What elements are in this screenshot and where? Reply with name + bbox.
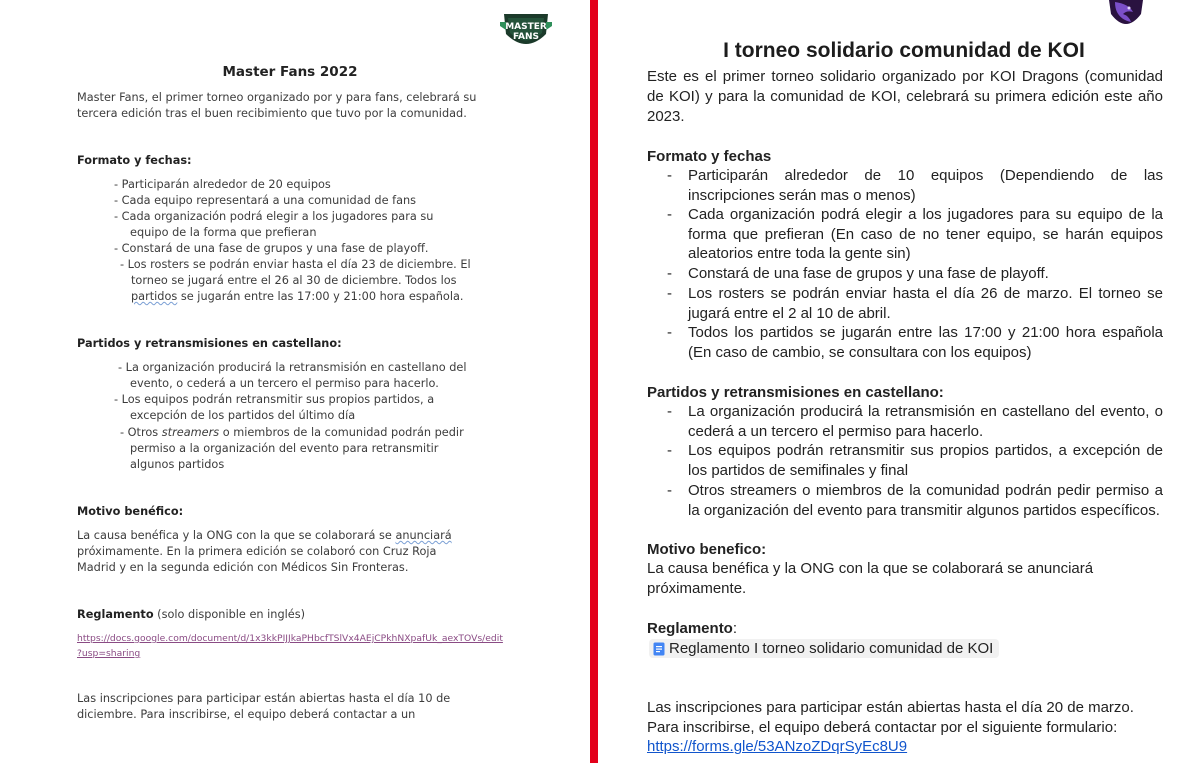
left-title: Master Fans 2022 xyxy=(222,64,358,80)
registration-form-link[interactable]: https://forms.gle/53ANzoZDqrSyEc8U9 xyxy=(647,738,908,755)
left-motivo-line: próximamente. En la primera edición se colaboró con Cruz Roja xyxy=(77,545,437,558)
reglamento-chip-label: Reglamento I torneo solidario comunidad de KOI xyxy=(669,640,994,657)
right-formato-item: Todos los partidos se jugarán entre las 17:00 y 21:00 hora española (En caso de cambio, se consultara con los equipos) xyxy=(688,324,1163,361)
left-motivo-line: La causa benéfica y la ONG con la que se colaborará se anunciará xyxy=(77,529,452,542)
left-partidos-item-cont: evento, o cederá a un tercero el permiso para hacerlo. xyxy=(130,377,439,390)
left-partidos-item: - La organización producirá la retransmisión en castellano del xyxy=(118,361,467,374)
right-inscripciones-line: Para inscribirse, el equipo deberá contactar por el siguiente formulario: xyxy=(647,719,1118,736)
right-inscripciones-line: Las inscripciones para participar están abiertas hasta el día 20 de marzo. xyxy=(647,699,1134,716)
right-intro: Este es el primer torneo solidario organizado por KOI Dragons (comunidad de KOI) y para la comunidad de KOI, celebrará su primera edición este año 2023. xyxy=(647,68,1163,125)
reglamento-url-link-cont[interactable]: ?usp=sharing xyxy=(77,648,141,659)
bullet-dash: - xyxy=(667,403,672,420)
left-motivo-heading: Motivo benéfico: xyxy=(77,505,184,518)
left-intro-line: Master Fans, el primer torneo organizado por y para fans, celebrará su xyxy=(77,91,477,104)
svg-text:MASTER: MASTER xyxy=(505,22,547,32)
spellcheck-word: partidos xyxy=(131,290,178,303)
right-partidos-item: Los equipos podrán retransmitir sus propios partidos, a excepción de los partidos de semifinales y final xyxy=(688,442,1163,479)
left-partidos-item-cont: permiso a la organización del evento para retransmitir xyxy=(130,442,439,455)
right-motivo-heading: Motivo benefico: xyxy=(647,541,767,558)
left-partidos-item: - Los equipos podrán retransmitir sus propios partidos, a xyxy=(114,393,435,406)
right-reglamento-heading: Reglamento: xyxy=(647,620,738,637)
left-formato-heading: Formato y fechas: xyxy=(77,154,192,167)
left-partidos-item-cont: excepción de los partidos del último día xyxy=(130,409,356,422)
bullet-dash: - xyxy=(667,442,672,459)
left-formato-item: - Constará de una fase de grupos y una fase de playoff. xyxy=(114,242,429,255)
left-formato-item: - Cada equipo representará a una comunidad de fans xyxy=(114,194,417,207)
left-formato-item: - Cada organización podrá elegir a los jugadores para su xyxy=(114,210,434,223)
google-docs-icon xyxy=(653,642,665,656)
right-partidos-item: Otros streamers o miembros de la comunidad podrán pedir permiso a la organización del evento para transmitir algunos partidos específicos. xyxy=(688,482,1163,519)
bullet-dash: - xyxy=(667,206,672,223)
left-inscripciones-line: Las inscripciones para participar están abiertas hasta el día 10 de xyxy=(77,692,451,705)
bullet-dash: - xyxy=(667,482,672,499)
left-intro-line: tercera edición tras el buen recibimiento que tuvo por la comunidad. xyxy=(77,107,467,120)
reglamento-url-link[interactable]: https://docs.google.com/document/d/1x3kkPIJJkaPHbcfTSlVx4AEjCPkhNXpafUk_aexTOVs/edit xyxy=(77,633,503,644)
master-fans-logo xyxy=(496,8,556,54)
svg-text:FANS: FANS xyxy=(512,32,540,42)
bullet-dash: - xyxy=(667,265,672,282)
left-document xyxy=(0,0,590,763)
right-formato-item: Los rosters se podrán enviar hasta el día 26 de marzo. El torneo se jugará entre el 2 al 10 de abril. xyxy=(688,285,1163,322)
red-divider xyxy=(590,0,598,763)
left-formato-item: - Participarán alrededor de 20 equipos xyxy=(114,178,331,191)
bullet-dash: - xyxy=(667,324,672,341)
left-reglamento-heading: Reglamento (solo disponible en inglés) xyxy=(77,608,306,621)
left-formato-item-cont: partidos se jugarán entre las 17:00 y 21:00 hora española. xyxy=(131,290,464,303)
right-motivo-text: La causa benéfica y la ONG con la que se colaborará se anunciará próximamente. xyxy=(647,560,1094,597)
right-formato-item: Cada organización podrá elegir a los jugadores para su equipo de la forma que prefieran (En caso de no tener equipo, se harán equipos aleatorios entre toda la gente sin) xyxy=(688,206,1163,262)
left-partidos-item-cont: algunos partidos xyxy=(130,458,225,471)
left-partidos-heading: Partidos y retransmisiones en castellano: xyxy=(77,337,342,350)
right-document xyxy=(598,0,1200,763)
left-formato-item-cont: equipo de la forma que prefieran xyxy=(130,226,317,239)
right-formato-item: Constará de una fase de grupos y una fase de playoff. xyxy=(688,265,1049,282)
spellcheck-word: anunciará xyxy=(395,529,452,542)
right-partidos-heading: Partidos y retransmisiones en castellano: xyxy=(647,384,944,401)
bullet-dash: - xyxy=(667,285,672,302)
bullet-dash: - xyxy=(667,167,672,184)
reglamento-doc-chip[interactable] xyxy=(649,639,999,658)
left-motivo-line: Madrid y en la segunda edición con Médicos Sin Fronteras. xyxy=(77,561,409,574)
left-formato-item-cont: torneo se jugará entre el 26 al 30 de diciembre. Todos los xyxy=(131,274,457,287)
right-partidos-item: La organización producirá la retransmisión en castellano del evento, o cederá a un tercero el permiso para hacerlo. xyxy=(688,403,1163,440)
left-partidos-item: - Otros streamers o miembros de la comunidad podrán pedir xyxy=(120,426,464,439)
right-title: I torneo solidario comunidad de KOI xyxy=(723,39,1085,62)
right-formato-item: Participarán alrededor de 10 equipos (Dependiendo de las inscripciones serán mas o menos) xyxy=(688,167,1163,204)
left-formato-item: - Los rosters se podrán enviar hasta el día 23 de diciembre. El xyxy=(120,258,471,271)
koi-dragon-logo xyxy=(1105,0,1147,30)
right-formato-heading: Formato y fechas xyxy=(647,148,772,165)
left-inscripciones-line: diciembre. Para inscribirse, el equipo deberá contactar a un xyxy=(77,708,416,721)
